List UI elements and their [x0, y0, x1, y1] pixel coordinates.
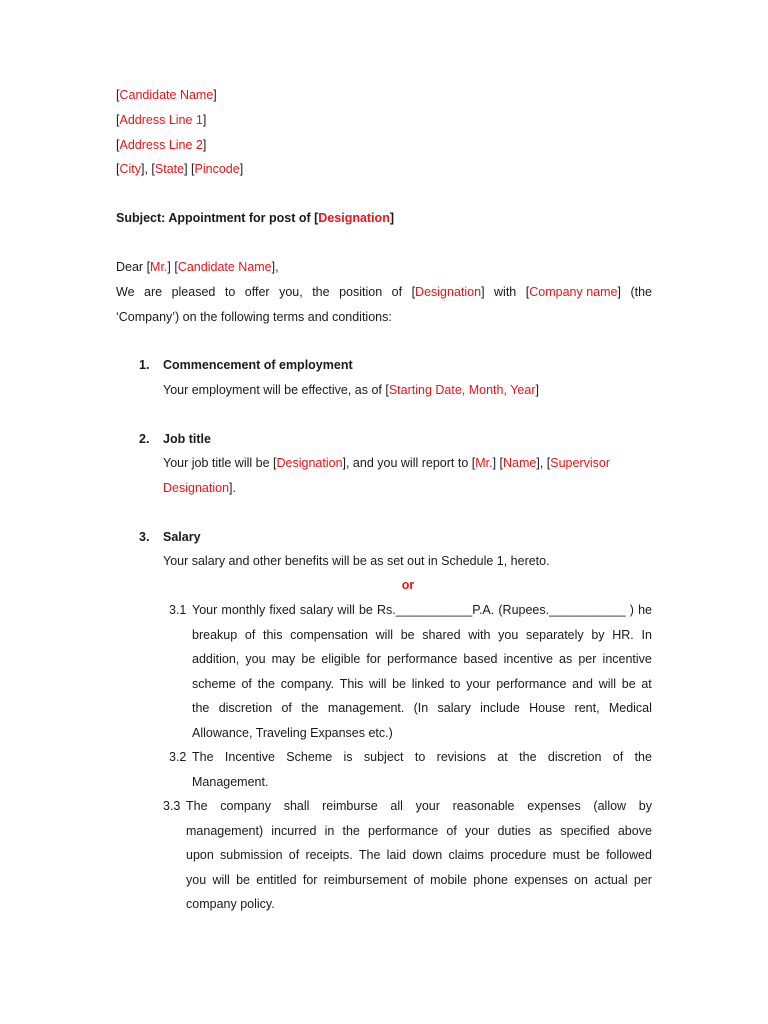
word: fixed	[269, 603, 296, 617]
word: of	[612, 750, 624, 764]
word: based	[463, 652, 498, 666]
word: performance	[496, 677, 567, 691]
word: followed	[606, 848, 652, 862]
intro-designation: [Designation]	[411, 285, 485, 299]
word: to	[450, 677, 461, 691]
word: be	[621, 677, 636, 691]
word: breakup	[192, 628, 238, 642]
word: laid	[386, 848, 407, 862]
word: you	[245, 652, 266, 666]
word: are	[144, 285, 163, 299]
s31-line-2	[192, 626, 652, 644]
word: reimbursement	[323, 873, 408, 887]
s32-line-1	[192, 748, 652, 766]
word: monthly	[221, 603, 266, 617]
word: with	[494, 285, 517, 299]
word: the	[257, 677, 276, 691]
section-2-number: 2.	[139, 432, 150, 446]
word: submission	[220, 848, 283, 862]
intro-line-2: ‘Company’) on the following terms and conditions:	[116, 310, 392, 324]
word: actual	[594, 873, 628, 887]
word: to	[414, 750, 426, 764]
word: your	[415, 799, 440, 813]
word: down	[412, 848, 443, 862]
word: incurred	[271, 824, 317, 838]
s33-line-5: company policy.	[186, 897, 275, 911]
word: will	[337, 603, 355, 617]
word: HR.	[612, 628, 634, 642]
s32-number: 3.2	[169, 750, 187, 764]
word: as	[559, 652, 573, 666]
s31-line-3	[192, 650, 652, 668]
word: may	[271, 652, 296, 666]
word: linked	[411, 677, 445, 691]
word: shall	[283, 799, 310, 813]
word: pleased	[171, 285, 216, 299]
state-placeholder: State	[154, 162, 185, 176]
s2-end: ].	[229, 481, 236, 495]
s1-month: Month	[468, 383, 504, 397]
word: upon	[186, 848, 214, 862]
word: the	[192, 701, 210, 715]
word: separately	[525, 628, 584, 642]
word: above	[617, 824, 652, 838]
intro-company: [Company name]	[525, 285, 621, 299]
word: Rs.___________P.A.	[377, 603, 495, 617]
word: incentive	[602, 652, 652, 666]
word: he	[638, 603, 652, 617]
word: phone	[473, 873, 508, 887]
word: the	[312, 285, 330, 299]
word: eligible	[321, 652, 361, 666]
word: performance	[387, 652, 458, 666]
s31-line-4	[192, 675, 652, 693]
s2-title-mr: Mr.	[475, 456, 493, 470]
s2-mid3: ], [	[536, 456, 551, 470]
s1-year: Year	[510, 383, 536, 397]
word: the	[519, 750, 537, 764]
s1-suffix: ]	[535, 383, 539, 397]
word: compensation	[290, 628, 368, 642]
word: per	[578, 652, 597, 666]
section-3-text: Your salary and other benefits will be as set out in Schedule 1, hereto.	[163, 554, 550, 568]
word: the	[634, 750, 652, 764]
salutation	[116, 258, 279, 276]
section-1-text	[163, 381, 539, 399]
word: House	[529, 701, 566, 715]
word: as	[538, 824, 553, 838]
s1-starting-date: Starting Date	[388, 383, 462, 397]
word: company	[220, 799, 271, 813]
word: you,	[279, 285, 303, 299]
word: (Rupees.___________	[498, 603, 626, 617]
candidate-name-placeholder: Candidate Name	[119, 88, 214, 102]
word: Medical	[608, 701, 652, 715]
word: position	[339, 285, 383, 299]
s33-number: 3.3	[163, 799, 181, 813]
pincode-placeholder: Pincode	[194, 162, 240, 176]
word: will	[375, 628, 394, 642]
s2-mid: ], and you will report to [	[342, 456, 476, 470]
s2-designation: Designation	[276, 456, 343, 470]
s33-line-4	[186, 871, 652, 889]
intro-line-1	[116, 283, 652, 301]
word: of	[446, 824, 457, 838]
word: procedure	[490, 848, 547, 862]
word: salary	[437, 701, 471, 715]
word: reimburse	[322, 799, 378, 813]
address-city-state-pincode: [City], [State] [Pincode]	[116, 162, 244, 176]
s32-line-2: Management.	[192, 775, 269, 789]
salutation-title: Mr.	[150, 260, 168, 274]
s1-comma: ,	[503, 383, 511, 397]
s2-seg-a	[163, 454, 610, 472]
word: of	[244, 628, 256, 642]
word: by	[591, 628, 605, 642]
word: incentive	[503, 652, 553, 666]
word: with	[468, 628, 491, 642]
word: your	[466, 677, 491, 691]
word: We	[116, 285, 135, 299]
word: per	[633, 873, 652, 887]
address-line-1-placeholder: Address Line 1	[119, 113, 203, 127]
salutation-dear: Dear [	[116, 260, 151, 274]
word: of	[281, 701, 292, 715]
salutation-mid: ] [	[167, 260, 178, 274]
subject-designation: Designation	[318, 211, 390, 225]
word: Your	[192, 603, 218, 617]
word: of	[413, 873, 424, 887]
address-line-1: [Address Line 1]	[116, 113, 207, 127]
section-3-title: Salary	[163, 530, 201, 544]
word: you	[186, 873, 207, 887]
word: offer	[244, 285, 270, 299]
word: of	[288, 848, 300, 862]
word: this	[263, 628, 283, 642]
word: all	[390, 799, 403, 813]
word: in	[324, 824, 335, 838]
word: at	[497, 750, 508, 764]
s2-supervisor: Supervisor	[550, 456, 610, 470]
address-line-2: [Address Line 2]	[116, 138, 207, 152]
word: will	[212, 873, 230, 887]
word: The	[186, 799, 208, 813]
subject-line	[116, 209, 394, 227]
word: for	[302, 873, 318, 887]
word: your	[464, 824, 490, 838]
word: will	[598, 677, 617, 691]
word: will	[369, 677, 387, 691]
address-candidate-name: [Candidate Name]	[116, 88, 217, 102]
word: specified	[560, 824, 610, 838]
word: of	[391, 285, 403, 299]
word: the	[342, 824, 360, 838]
city-placeholder: City	[119, 162, 142, 176]
word: revisions	[436, 750, 486, 764]
section-1-number: 1.	[139, 358, 150, 372]
word: The	[358, 848, 381, 862]
s2-designation2: Designation	[163, 481, 230, 495]
word: Incentive	[224, 750, 275, 764]
or-separator: or	[401, 578, 415, 592]
word: management)	[186, 824, 264, 838]
s31-number: 3.1	[169, 603, 187, 617]
word: include	[480, 701, 520, 715]
s1-comma: ,	[461, 383, 469, 397]
word: for	[366, 652, 382, 666]
s2-prefix: Your job title will be [	[163, 456, 277, 470]
word: duties	[497, 824, 531, 838]
s31-line-5	[192, 699, 652, 717]
word: discretion	[218, 701, 273, 715]
subject-prefix: Subject: Appointment for post of [	[116, 211, 319, 225]
word: of	[241, 677, 252, 691]
word: the	[301, 701, 319, 715]
word: is	[343, 750, 353, 764]
word: on	[574, 873, 588, 887]
section-2-text-line-2	[163, 479, 236, 497]
s33-line-1	[186, 797, 652, 815]
word: entitled	[256, 873, 297, 887]
word: expenses	[527, 799, 581, 813]
s31-line-1	[192, 601, 652, 619]
word: scheme	[192, 677, 236, 691]
word: be	[301, 652, 316, 666]
word: mobile	[430, 873, 467, 887]
word: discretion	[547, 750, 602, 764]
word: shared	[422, 628, 461, 642]
address-line-2-placeholder: Address Line 2	[119, 138, 203, 152]
s1-prefix: Your employment will be effective, as of [	[163, 383, 389, 397]
word: This	[339, 677, 364, 691]
word: be	[358, 603, 373, 617]
word: The	[192, 750, 214, 764]
word: must	[552, 848, 580, 862]
s33-line-2	[186, 822, 652, 840]
word: performance	[368, 824, 439, 838]
word: management.	[327, 701, 405, 715]
section-2-title: Job title	[163, 432, 211, 446]
section-2-text-line-1	[163, 454, 652, 472]
word: (In	[413, 701, 429, 715]
word: )	[629, 603, 634, 617]
word: be	[400, 628, 415, 642]
intro-company-text: Company name	[529, 285, 618, 299]
word: expenses	[514, 873, 568, 887]
s2-name: Name	[503, 456, 537, 470]
section-1-title: Commencement of employment	[163, 358, 353, 372]
word: at	[641, 677, 652, 691]
word: (allow	[593, 799, 627, 813]
s31-line-6: Allowance, Traveling Expanses etc.)	[192, 726, 393, 740]
word: and	[572, 677, 593, 691]
word: be	[236, 873, 250, 887]
s33-line-3	[186, 846, 652, 864]
word: In	[641, 628, 652, 642]
word: be	[392, 677, 406, 691]
salutation-end: ],	[271, 260, 279, 274]
section-3-number: 3.	[139, 530, 150, 544]
word: to	[224, 285, 236, 299]
word: subject	[363, 750, 404, 764]
word: you	[498, 628, 519, 642]
word: receipts.	[305, 848, 353, 862]
word: addition,	[192, 652, 240, 666]
word: by	[638, 799, 652, 813]
word: (the	[630, 285, 652, 299]
word: be	[585, 848, 600, 862]
word: reasonable	[452, 799, 515, 813]
intro-designation-text: Designation	[415, 285, 482, 299]
word: company.	[280, 677, 334, 691]
subject-suffix: ]	[389, 211, 395, 225]
word: claims	[448, 848, 484, 862]
word: Scheme	[286, 750, 333, 764]
salutation-name: Candidate Name	[177, 260, 272, 274]
s2-mid2: ] [	[492, 456, 503, 470]
word: salary	[299, 603, 334, 617]
word: rent,	[574, 701, 600, 715]
